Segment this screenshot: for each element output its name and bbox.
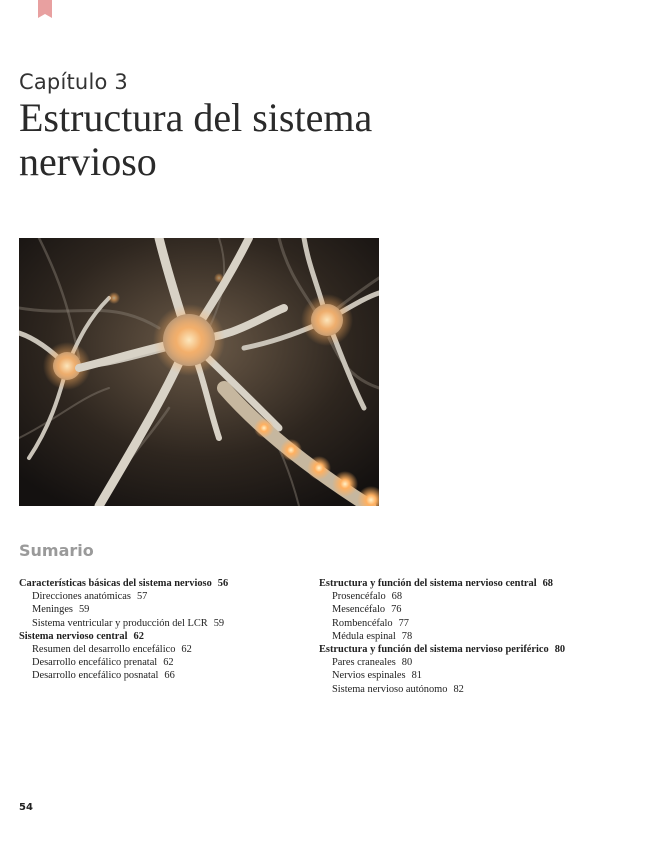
toc-entry[interactable]: Desarrollo encefálico prenatal 62 <box>32 657 174 669</box>
toc-entry[interactable]: Nervios espinales 81 <box>332 670 422 682</box>
toc-entry[interactable]: Prosencéfalo 68 <box>332 591 403 603</box>
bookmark-ribbon <box>38 0 52 18</box>
toc-entry[interactable]: Sistema ventricular y producción del LCR 59 <box>32 617 225 629</box>
chapter-label: Capítulo 3 <box>19 70 128 94</box>
toc-entry[interactable]: Médula espinal 78 <box>332 630 413 642</box>
summary-heading: Sumario <box>19 541 94 560</box>
toc-entry[interactable]: Mesencéfalo 76 <box>332 604 402 616</box>
neuron-illustration <box>19 238 379 506</box>
toc-entry[interactable]: Meninges 59 <box>32 604 90 616</box>
toc-entry[interactable]: Estructura y función del sistema nervioso central 68 <box>319 578 553 589</box>
toc-entry[interactable]: Sistema nervioso autónomo 82 <box>332 683 464 695</box>
toc-column-left <box>19 577 228 683</box>
toc-entry[interactable]: Rombencéfalo 77 <box>332 617 409 629</box>
toc-entry[interactable]: Direcciones anatómicas 57 <box>32 591 148 603</box>
toc-entry[interactable]: Estructura y función del sistema nervioso periférico 80 <box>319 644 566 656</box>
page-number: 54 <box>19 802 33 813</box>
toc-entry[interactable]: Desarrollo encefálico posnatal 66 <box>32 670 175 682</box>
neuron-image <box>19 238 379 506</box>
toc-column-right <box>319 577 565 696</box>
toc-entry[interactable]: Resumen del desarrollo encefálico 62 <box>32 644 192 656</box>
chapter-title: Estructura del sistema nervioso <box>19 95 373 184</box>
toc-entry[interactable]: Características básicas del sistema nervioso 56 <box>19 578 229 589</box>
toc-entry[interactable]: Sistema nervioso central 62 <box>19 630 144 642</box>
toc-entry[interactable]: Pares craneales 80 <box>332 657 413 669</box>
